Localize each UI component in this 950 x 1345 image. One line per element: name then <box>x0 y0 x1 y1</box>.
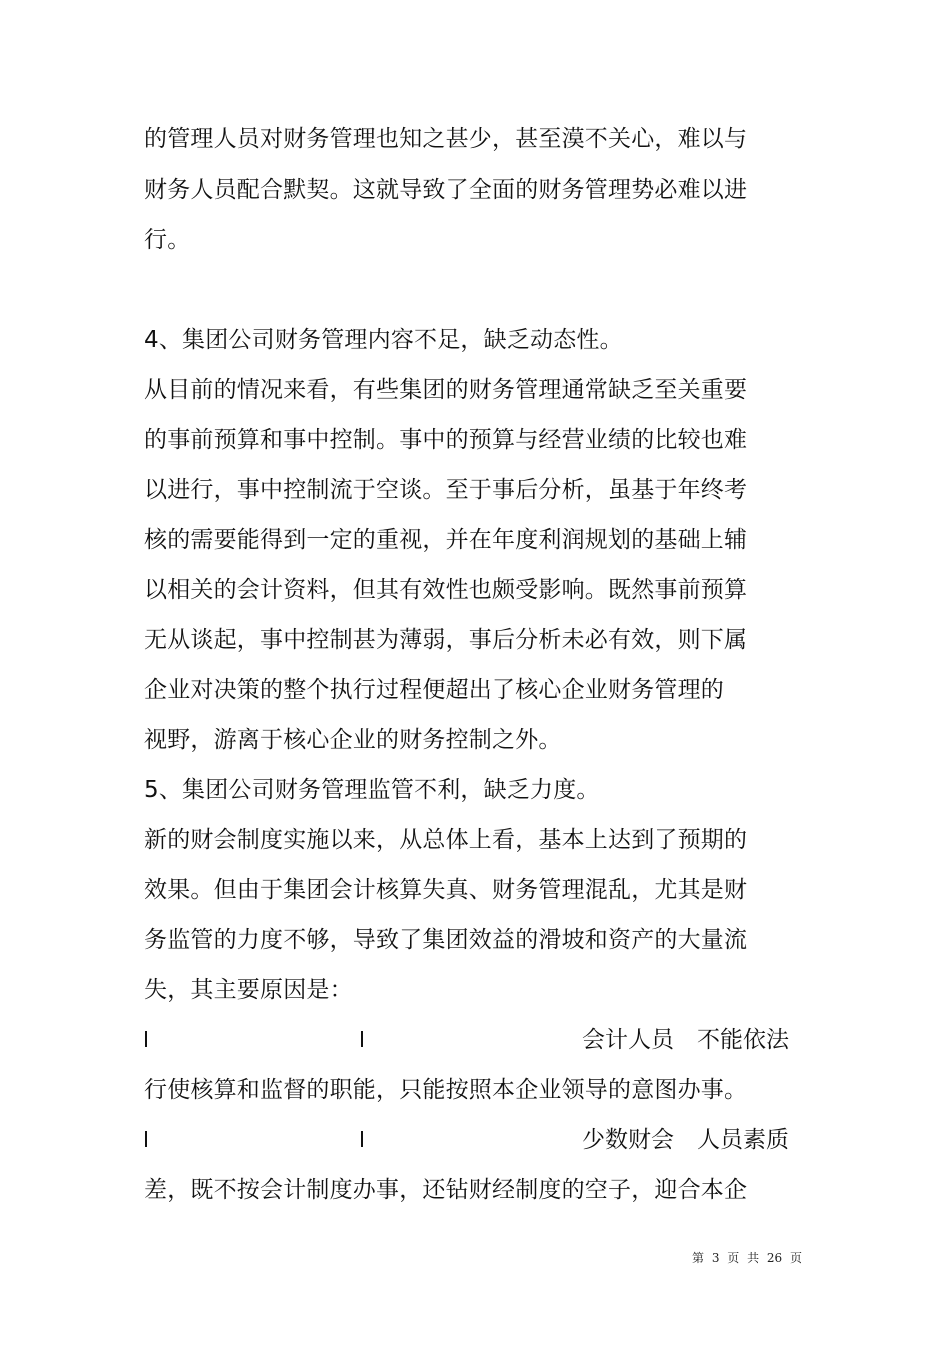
section-heading: 5、集团公司财务管理监管不利，缺乏力度。 <box>144 777 600 803</box>
bullet-mark <box>361 1131 363 1147</box>
page-number: 第 3 页 共 26 页 <box>692 1251 802 1265</box>
text-line: 差，既不按会计制度办事，还钻财经制度的空子，迎合本企 <box>144 1177 748 1203</box>
text-line: 的事前预算和事中控制。事中的预算与经营业绩的比较也难 <box>144 427 748 453</box>
text-line: 企业对决策的整个执行过程便超出了核心企业财务管理的 <box>144 677 724 703</box>
bullet-text: 会计人员 <box>582 1027 674 1053</box>
text-line: 财务人员配合默契。这就导致了全面的财务管理势必难以进 <box>144 177 748 203</box>
text-line: 务监管的力度不够，导致了集团效益的滑坡和资产的大量流 <box>144 927 748 953</box>
bullet-mark <box>145 1131 147 1147</box>
bullet-text: 少数财会 <box>582 1127 674 1153</box>
text-line: 行。 <box>144 227 191 253</box>
text-line: 以相关的会计资料，但其有效性也颇受影响。既然事前预算 <box>144 577 748 603</box>
text-line: 核的需要能得到一定的重视，并在年度利润规划的基础上辅 <box>144 527 748 553</box>
bullet-mark <box>145 1031 147 1047</box>
text-line: 失，其主要原因是： <box>144 977 353 1003</box>
text-line: 以进行，事中控制流于空谈。至于事后分析，虽基于年终考 <box>144 477 748 503</box>
text-line: 的管理人员对财务管理也知之甚少，甚至漠不关心，难以与 <box>144 126 748 152</box>
bullet-text: 人员素质 <box>697 1127 789 1153</box>
text-line: 无从谈起，事中控制甚为薄弱，事后分析未必有效，则下属 <box>144 627 748 653</box>
text-line: 从目前的情况来看，有些集团的财务管理通常缺乏至关重要 <box>144 377 748 403</box>
text-line: 新的财会制度实施以来，从总体上看，基本上达到了预期的 <box>144 827 748 853</box>
text-line: 视野，游离于核心企业的财务控制之外。 <box>144 727 562 753</box>
section-heading: 4、集团公司财务管理内容不足，缺乏动态性。 <box>144 327 623 353</box>
text-line: 效果。但由于集团会计核算失真、财务管理混乱，尤其是财 <box>144 877 748 903</box>
text-line: 行使核算和监督的职能，只能按照本企业领导的意图办事。 <box>144 1077 748 1103</box>
bullet-text: 不能依法 <box>697 1027 789 1053</box>
bullet-mark <box>361 1031 363 1047</box>
